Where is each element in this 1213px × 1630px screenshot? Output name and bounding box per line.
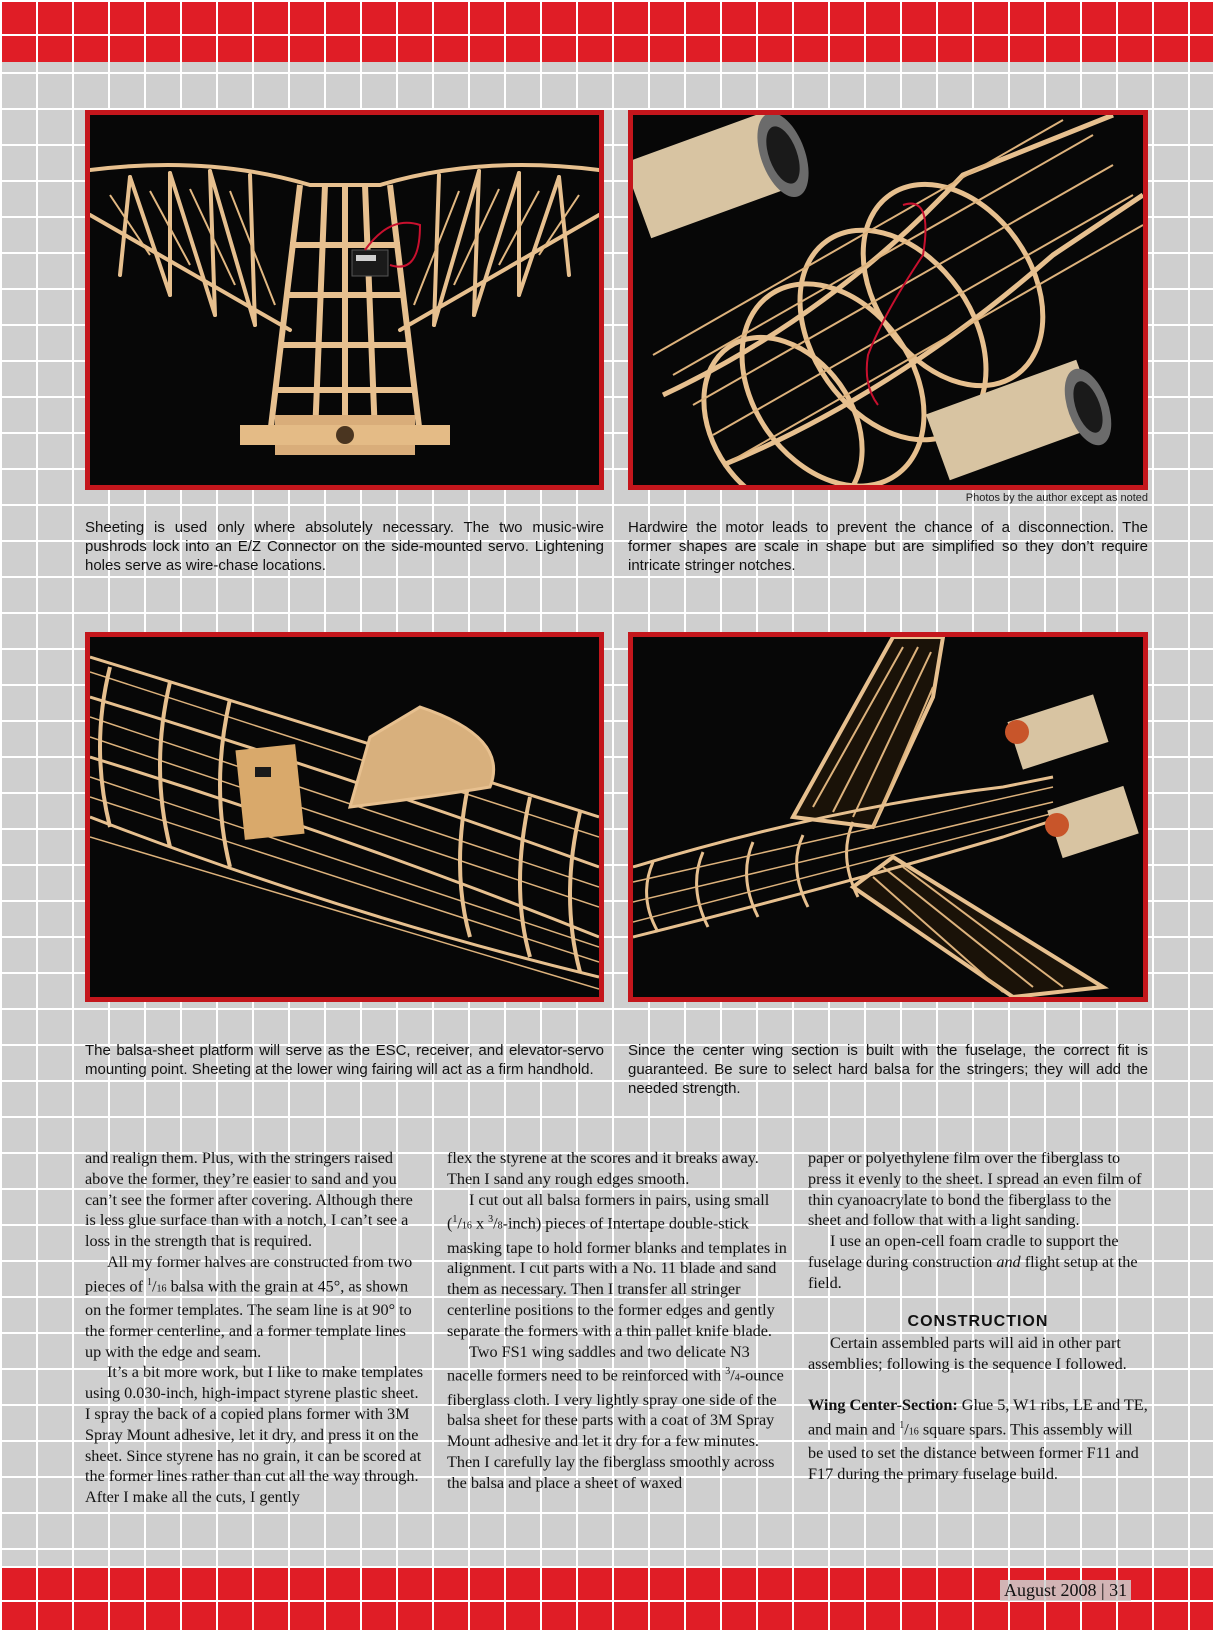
caption-photo-3: The balsa-sheet platform will serve as the ESC, receiver, and elevator-servo mounting point. Sheeting at the lower wing fairing will act as a firm handhold. [85,1042,604,1078]
paragraph: paper or polyethylene film over the fiberglass to press it evenly to the sheet. I spread an even film of thin cyanoacrylate to bond the fiberglass to the sheet and follow that with a light sanding. [808,1149,1142,1230]
fraction-numerator: 1 [899,1419,905,1431]
balsa-platform-illustration [90,637,599,997]
paragraph: All my former halves are constructed from two pieces of $^1$/16 balsa with the grain at 45°, as shown on the former templates. The seam line is at 90° to the former centerline, and a former template lines up with the edge and seam. [85,1252,413,1361]
motor-nacelles-illustration [633,115,1143,485]
fraction-numerator: 1 [147,1276,153,1288]
paragraph: Wing Center-Section: Glue 5, W1 ribs, LE and TE, and main and $^1$/16 square spars. This assembly will be used to set the distance between former F11 and F17 during the primary fuselage build. [808,1395,1148,1483]
fraction-denominator: 4 [734,1372,740,1384]
tail-structure-illustration [90,115,599,485]
photo-tail-structure [85,110,604,490]
fraction-denominator: 16 [908,1426,919,1438]
section-heading: CONSTRUCTION [907,1312,1049,1330]
photo-center-wing [628,632,1148,1002]
top-decorative-band [0,0,1213,62]
fraction-numerator: 3 [488,1214,494,1226]
paragraph: I use an open-cell foam cradle to support the fuselage during construction and flight setup at the field. [808,1232,1138,1292]
page-number: 31 [1109,1580,1128,1600]
fraction-denominator: 16 [461,1220,472,1232]
paragraph: It’s a bit more work, but I like to make templates using 0.030-inch, high-impact styrene plastic sheet. I spray the back of a copied plans former with 3M Spray Mount adhesive, let it dry, and press it on the sheet. Since styrene has no grain, it can be scored at the former lines rather than cut all the way through. After I make all the cuts, I gently [85,1363,424,1507]
fraction-denominator: 16 [156,1283,167,1295]
folio: August 2008 | 31 [1000,1580,1131,1601]
article-column-2 [447,1148,787,1494]
caption-photo-4: Since the center wing section is built with the fuselage, the correct fit is guaranteed. Be sure to select hard balsa for the stringers; they will add the needed strength. [628,1042,1148,1097]
article-column-1 [85,1148,425,1508]
fraction-numerator: 1 [452,1214,458,1226]
issue-date: August 2008 [1004,1580,1097,1600]
caption-photo-2: Hardwire the motor leads to prevent the chance of a disconnection. The former shapes are scale in shape but are simplified so they don’t require intricate stringer notches. [628,519,1148,574]
paragraph: Two FS1 wing saddles and two delicate N3 nacelle formers need to be reinforced with $^3$/4-ounce fiberglass cloth. I very lightly spray one side of the balsa sheet for these parts with a coat of 3M Spray Mount adhesive and let it dry for a few minutes. Then I carefully lay the fiberglass smoothly across the balsa and place a sheet of waxed [447,1342,784,1492]
article-column-3 [808,1148,1148,1485]
run-in-label: Wing Center-Section: [808,1395,958,1414]
fraction-denominator: 8 [497,1220,503,1232]
paragraph: and realign them. Plus, with the stringers raised above the former, they’re easier to sand and you can’t see the former after covering. Although there is less glue surface than with a notch, I can’t see a loss in the strength that is required. [85,1149,413,1251]
fraction-numerator: 3 [725,1366,731,1378]
caption-photo-1: Sheeting is used only where absolutely necessary. The two music-wire pushrods lock into an E/Z Connector on the side-mounted servo. Lightening holes serve as wire-chase locations. [85,519,604,574]
photo-motor-nacelles [628,110,1148,490]
paragraph: Certain assembled parts will aid in other part assemblies; following is the sequence I followed. [808,1334,1127,1374]
photo-balsa-platform [85,632,604,1002]
paragraph: flex the styrene at the scores and it breaks away. Then I sand any rough edges smooth. [447,1149,759,1188]
photo-credit: Photos by the author except as noted [965,492,1148,504]
center-wing-illustration [633,637,1143,997]
paragraph: I cut out all balsa formers in pairs, using small ($^1$/16 x $^3$/8-inch) pieces of Intertape double-stick masking tape to hold former blanks and templates in alignment. I cut parts with a No. 11 blade and sand them as necessary. Then I transfer all stringer centerline positions to the former edges and gently separate the formers with a thin pallet knife blade. [447,1190,787,1340]
